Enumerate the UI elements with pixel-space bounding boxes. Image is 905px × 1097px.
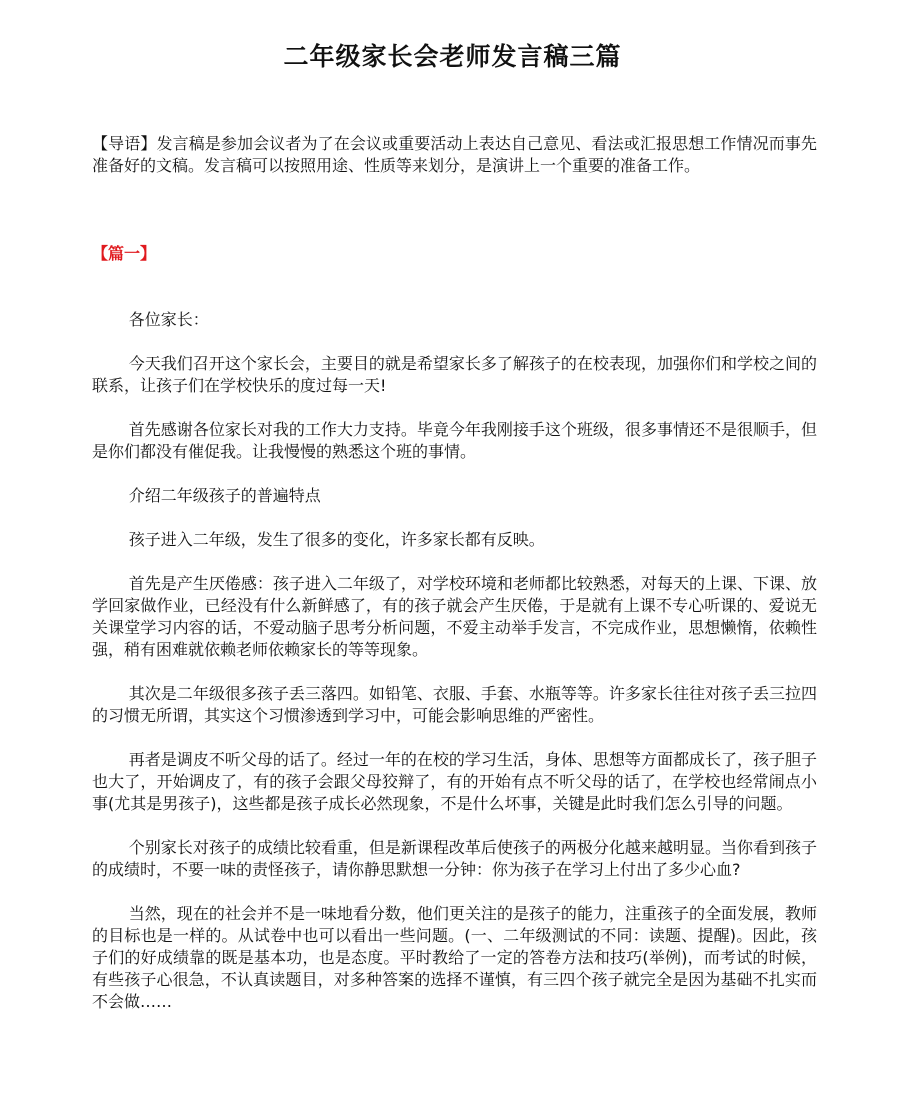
subheading: 介绍二年级孩子的普遍特点 [128, 486, 321, 505]
body-paragraph: 当然，现在的社会并不是一味地看分数，他们更关注的是孩子的能力，注重孩子的全面发展，教师的目标也是一样的。从试卷中也可以看出一些问题。(一、二年级测试的不同：读题、提醒)。因此，孩子们的好成绩靠的既是基本功，也是态度。平时教给了一定的答卷方法和技巧(举例)，而考试的时候，有些孩子心很急，不认真读题目，对多种答案的选择不谨慎，有三四个孩子就完全是因为基础不扎实而不会做…… [92, 904, 817, 1011]
body-paragraph: 孩子进入二年级，发生了很多的变化，许多家长都有反映。 [128, 530, 545, 549]
body-paragraph: 个别家长对孩子的成绩比较看重，但是新课程改革后使孩子的两极分化越来越明显。当你看到孩子的成绩时，不要一味的责怪孩子，请你静思默想一分钟：你为孩子在学习上付出了多少心血? [92, 838, 817, 879]
body-paragraph: 再者是调皮不听父母的话了。经过一年的在校的学习生活，身体、思想等方面都成长了，孩子胆子也大了，开始调皮了，有的孩子会跟父母狡辩了，有的开始有点不听父母的话了，在学校也经常闹点小事(尤其是男孩子)，这些都是孩子成长必然现象，不是什么坏事，关键是此时我们怎么引导的问题。 [92, 750, 817, 813]
intro-paragraph: 【导语】发言稿是参加会议者为了在会议或重要活动上表达自己意见、看法或汇报思想工作情况而事先准备好的文稿。发言稿可以按照用途、性质等来划分，是演讲上一个重要的准备工作。 [92, 134, 817, 175]
body-paragraph: 首先感谢各位家长对我的工作大力支持。毕竟今年我刚接手这个班级，很多事情还不是很顺手，但是你们都没有催促我。让我慢慢的熟悉这个班的事情。 [92, 420, 817, 461]
salutation: 各位家长： [128, 310, 209, 329]
body-paragraph: 今天我们召开这个家长会，主要目的就是希望家长多了解孩子的在校表现，加强你们和学校之间的联系，让孩子们在学校快乐的度过每一天! [92, 354, 817, 395]
document-body [92, 309, 817, 1035]
body-paragraph: 首先是产生厌倦感：孩子进入二年级了，对学校环境和老师都比较熟悉，对每天的上课、下课、放学回家做作业，已经没有什么新鲜感了，有的孩子就会产生厌倦，于是就有上课不专心听课的、爱说无关课堂学习内容的话，不爱动脑子思考分析问题，不爱主动举手发言，不完成作业，思想懒惰，依赖性强，稍有困难就依赖老师依赖家长的等等现象。 [92, 574, 817, 659]
section-heading: 【篇一】 [92, 244, 157, 263]
document-title: 二年级家长会老师发言稿三篇 [283, 42, 622, 71]
body-paragraph: 其次是二年级很多孩子丢三落四。如铅笔、衣服、手套、水瓶等等。许多家长往往对孩子丢三拉四的习惯无所谓，其实这个习惯渗透到学习中，可能会影响思维的严密性。 [92, 684, 817, 725]
